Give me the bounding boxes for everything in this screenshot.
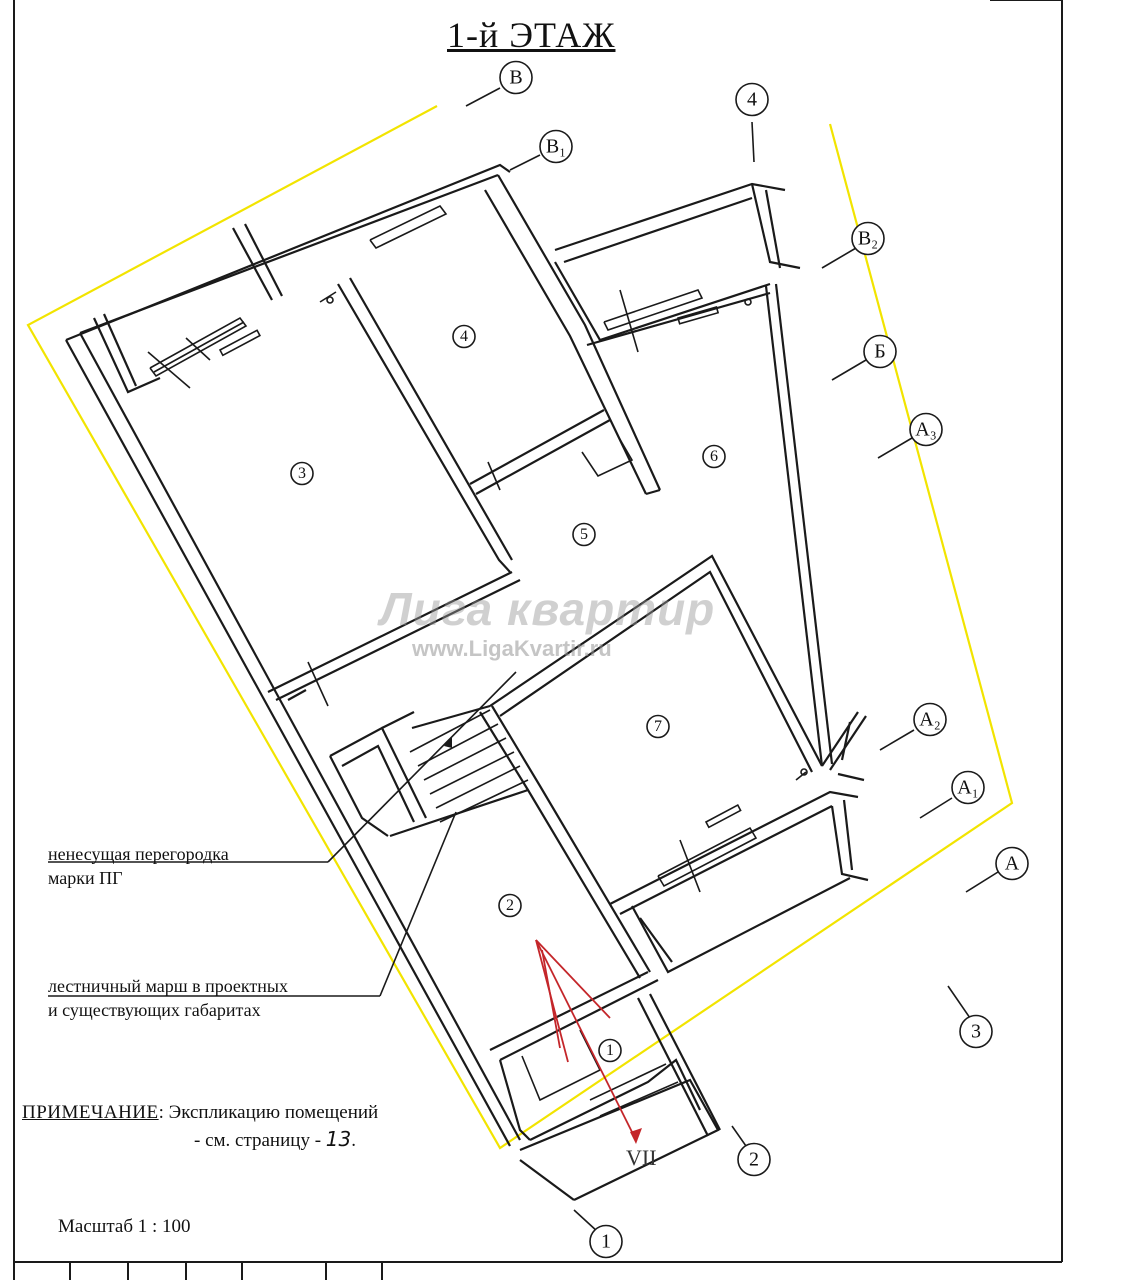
openings <box>148 206 807 892</box>
axis-label-1: 1 <box>601 1230 611 1253</box>
axis-label-a3: А₃ <box>915 418 937 441</box>
watermark-url: www.LigaKvartir.ru <box>412 636 612 661</box>
outer-walls <box>66 165 868 1200</box>
axis-bubble-v1 <box>538 129 574 170</box>
room-label-4: 4 <box>460 328 468 345</box>
explication-note: ПРИМЕЧАНИЕ: Экспликацию помещений - см. страницу - 13. <box>22 1102 379 1151</box>
room-marker-2 <box>497 893 523 924</box>
axis-bubble-a <box>994 846 1030 887</box>
axis-label-a: А <box>1004 852 1020 875</box>
callout-leaders <box>48 672 516 996</box>
room-label-7: 7 <box>654 718 662 735</box>
axis-bubble-1 <box>588 1224 624 1265</box>
note-line2: - см. страницу - <box>194 1130 326 1151</box>
room-marker-6 <box>701 444 727 475</box>
axis-label-4: 4 <box>747 88 757 111</box>
room-label-3: 3 <box>298 465 306 482</box>
stair-callout <box>48 974 288 1022</box>
partition-callout-line1: ненесущая перегородка <box>48 844 229 864</box>
axis-bubble-v <box>498 60 534 101</box>
axis-bubble-b <box>862 334 898 375</box>
axis-label-v: В <box>509 66 523 89</box>
axis-label-v1: В₁ <box>545 135 567 158</box>
axis-label-a1: А₁ <box>957 776 979 799</box>
watermark-brand: Лига квартир <box>380 583 716 635</box>
note-line1: : Экспликацию помещений <box>158 1102 379 1123</box>
axis-bubble-2 <box>736 1142 772 1183</box>
axis-label-a2: А₂ <box>919 708 941 731</box>
note-lead: ПРИМЕЧАНИЕ <box>22 1102 159 1123</box>
section-mark: VII <box>626 1145 657 1170</box>
scale-label: Масштаб 1 : 100 <box>58 1216 191 1237</box>
room-marker-4 <box>451 324 477 355</box>
drawing-title: 1-й ЭТАЖ <box>447 15 616 55</box>
room-label-6: 6 <box>710 448 718 465</box>
axis-bubble-v2 <box>850 221 886 262</box>
room-marker-5 <box>571 522 597 553</box>
axis-bubble-3 <box>958 1014 994 1055</box>
room-label-5: 5 <box>580 526 588 543</box>
axis-label-3: 3 <box>971 1020 981 1043</box>
stair-callout-line2: и существующих габаритах <box>48 1000 261 1020</box>
axis-label-v2: В₂ <box>857 227 879 250</box>
axis-bubble-a2 <box>912 702 948 743</box>
room-label-1: 1 <box>606 1042 614 1059</box>
axis-label-2: 2 <box>749 1148 759 1171</box>
axis-bubble-a3 <box>908 412 944 453</box>
stair-callout-line1: лестничный марш в проектных <box>48 976 289 996</box>
leader-arrowhead <box>444 736 452 748</box>
axis-bubble-4 <box>734 82 770 123</box>
room-marker-1 <box>597 1038 623 1069</box>
axis-label-b: Б <box>874 340 886 363</box>
room-marker-7 <box>645 714 671 745</box>
note-page: 13 <box>325 1127 352 1151</box>
partition-callout-line2: марки ПГ <box>48 868 123 888</box>
partition-callout <box>48 842 229 890</box>
room-marker-3 <box>289 461 315 492</box>
axis-bubble-a1 <box>950 770 986 811</box>
room-label-2: 2 <box>506 897 514 914</box>
